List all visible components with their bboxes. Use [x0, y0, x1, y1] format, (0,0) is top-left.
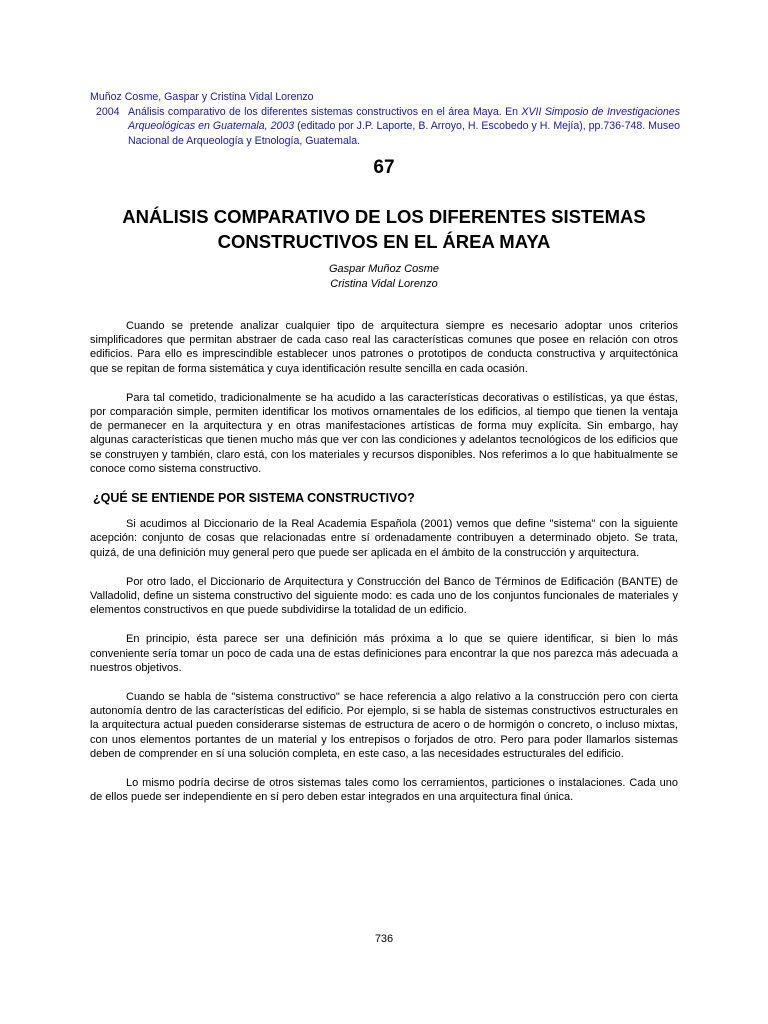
body-paragraph: En principio, ésta parece ser una definición más próxima a lo que se quiere identificar, si bien lo más conveniente sería tomar un poco de cada una de estas definiciones para encontrar la que nos parezca más adecuada a nuestros objetivos. — [90, 633, 678, 674]
article-title-line-2: CONSTRUCTIVOS EN EL ÁREA MAYA — [217, 231, 551, 252]
citation-year: 2004 — [96, 105, 120, 118]
citation-body — [128, 105, 680, 149]
article-title — [60, 204, 708, 254]
author-name: Cristina Vidal Lorenzo — [330, 277, 438, 290]
citation-text-after: (editado por J.P. Laporte, B. Arroyo, H. Escobedo y H. Mejía), pp.736-748. Museo Nacional de Arqueología y Etnología, Guatemala. — [128, 120, 680, 147]
page-number: 736 — [374, 933, 394, 945]
author-list — [0, 262, 768, 291]
body-paragraph: Si acudimos al Diccionario de la Real Academia Española (2001) vemos que define "sistema" con la siguiente acepción: conjunto de cosas que relacionadas entre sí ordenadamente contribuyen a determinado objeto. Se trata, quizá, de una definición muy general pero que puede ser aplicada en el ámbito de la construcción y arquitectura. — [90, 518, 678, 559]
body-paragraph: Cuando se pretende analizar cualquier tipo de arquitectura siempre es necesario adoptar unos criterios simplificadores que permitan abstraer de cada caso real las características comunes que posee en relación con otros edificios. Para ello es imprescindible establecer unos patrones o prototipos de conducta constructiva y arquitectónica que se repitan de forma sistemática y cuya identificación resulte sencilla en cada ocasión. — [90, 320, 678, 375]
body-paragraph: Lo mismo podría decirse de otros sistemas tales como los cerramientos, particiones o instalaciones. Cada uno de ellos puede ser independiente en sí pero deben estar integrados en una arquitectura final única. — [90, 777, 678, 804]
body-paragraph: Por otro lado, el Diccionario de Arquitectura y Construcción del Banco de Términos de Edificación (BANTE) de Valladolid, define un sistema constructivo del siguiente modo: es cada uno de los conjuntos funcionales de materiales y elementos constructivos en que puede subdividirse la totalidad de un edificio. — [90, 575, 678, 617]
citation-block — [90, 90, 680, 148]
body-paragraph: Cuando se habla de "sistema constructivo" se hace referencia a algo relativo a la construcción pero con cierta autonomía dentro de las características del edificio. Por ejemplo, si se habla de sistemas constructivos estructurales en la arquitectura actual pueden considerarse sistemas de estructura de acero o de hormigón o concreto, o incluso mixtas, con unos elementos portantes de un material y los entrepisos o forjados de otro. Pero para poder llamarlos sistemas deben de comprender en sí una solución completa, en este caso, a las necesidades estructurales del edificio. — [90, 691, 678, 760]
citation-text-before: Análisis comparativo de los diferentes sistemas constructivos en el área Maya. En — [128, 105, 522, 118]
article-body — [90, 319, 678, 819]
author-name: Gaspar Muñoz Cosme — [328, 263, 440, 275]
citation-authors: Muñoz Cosme, Gaspar y Cristina Vidal Lorenzo — [90, 91, 314, 103]
citation-entry — [90, 105, 680, 149]
body-paragraph: Para tal cometido, tradicionalmente se ha acudido a las características decorativas o estilísticas, ya que éstas, por comparación simple, permiten identificar los motivos ornamentales de los edificios, al tiempo que tienen la ventaja de permanecer en la arquitectura y en otras manifestaciones artísticas de forma muy explícita. Sin embargo, hay algunas características que tienen mucho más que ver con las condiciones y adelantos tecnológicos de los edificios que se construyen y también, claro está, con los materiales y recursos disponibles. Nos referimos a lo que habitualmente se conoce como sistema constructivo. — [90, 391, 678, 475]
article-title-line-1: ANÁLISIS COMPARATIVO DE LOS DIFERENTES SISTEMAS — [122, 206, 646, 227]
chapter-number: 67 — [373, 157, 395, 178]
citation-italic-title: XVII Simposio de Investigaciones Arqueológicas en Guatemala, 2003 — [128, 105, 680, 132]
section-heading: ¿QUÉ SE ENTIENDE POR SISTEMA CONSTRUCTIVO? — [93, 491, 415, 506]
